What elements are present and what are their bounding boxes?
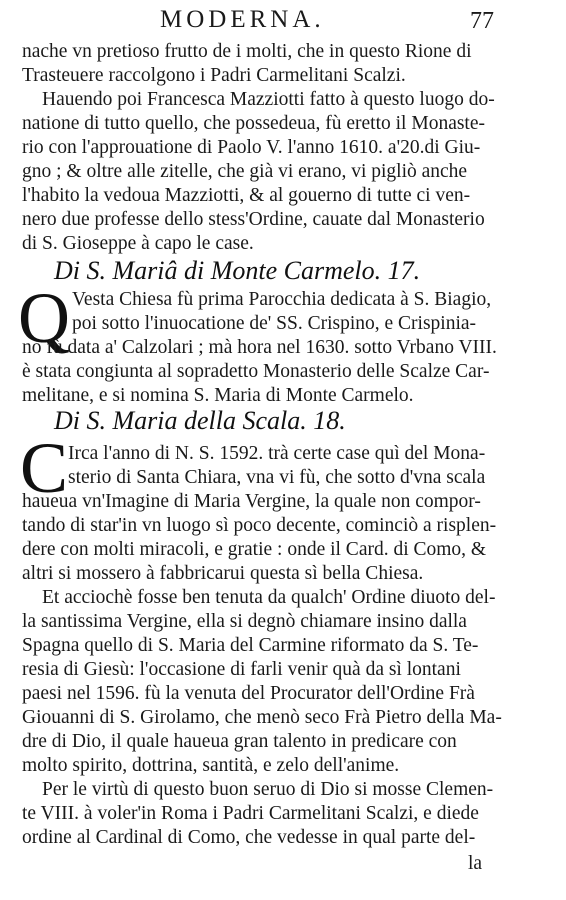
text-line: altri si mossero à fabbricarui questa sì bella Chiesa. — [22, 563, 424, 584]
text-line: haueua vn'Imagine di Maria Vergine, la quale non compor- — [22, 491, 481, 512]
drop-cap: Q — [18, 278, 70, 358]
text-line: rio con l'approuatione di Paolo V. l'anno 1610. a'20.di Giu- — [22, 137, 481, 158]
text-line: te VIII. à voler'in Roma i Padri Carmelitani Scalzi, e diede — [22, 803, 479, 824]
text-line: dre di Dio, il quale haueua gran talento in predicare con — [22, 731, 457, 752]
text-line: ordine al Cardinal di Como, che vedesse in qual parte del- — [22, 827, 476, 848]
section-heading: Di S. Maria della Scala. 18. — [54, 406, 346, 435]
text-line: Irca l'anno di N. S. 1592. trà certe case quì del Mona- — [68, 443, 486, 464]
running-title: MODERNA. — [160, 6, 325, 33]
text-line: tando di star'in vn luogo sì poco decente, cominciò a risplen- — [22, 515, 497, 536]
text-line: Vesta Chiesa fù prima Parocchia dedicata à S. Biagio, — [72, 289, 492, 310]
text-line: Trasteuere raccolgono i Padri Carmelitani Scalzi. — [22, 65, 406, 86]
text-line: poi sotto l'inuocatione de' SS. Crispino, e Crispinia- — [72, 313, 477, 334]
text-line: Et acciochè fosse ben tenuta da qualch' Ordine diuoto del- — [42, 587, 496, 608]
drop-cap: C — [20, 428, 69, 508]
text-line: Spagna quello di S. Maria del Carmine riformato da S. Te- — [22, 635, 479, 656]
text-line: di S. Gioseppe à capo le case. — [22, 233, 254, 254]
text-line: molto spirito, dottrina, santità, e zelo dell'anime. — [22, 755, 400, 776]
text-line: gno ; & oltre alle zitelle, che già vi erano, vi pigliò anche — [22, 161, 468, 182]
text-line: Per le virtù di questo buon seruo di Dio si mosse Clemen- — [42, 779, 494, 800]
catchword: la — [468, 853, 483, 874]
text-line: sterio di Santa Chiara, vna vi fù, che sotto d'vna scala — [68, 467, 486, 488]
text-line: melitane, e si nomina S. Maria di Monte Carmelo. — [22, 385, 414, 406]
text-line: è stata congiunta al sopradetto Monasterio delle Scalze Car- — [22, 361, 490, 382]
text-line: no fù data a' Calzolari ; mà hora nel 1630. sotto Vrbano VIII. — [22, 337, 497, 358]
text-line: resia di Giesù: l'occasione di farli venir quà da sì lontani — [22, 659, 461, 680]
text-line: Hauendo poi Francesca Mazziotti fatto à questo luogo do- — [42, 89, 495, 110]
section-heading: Di S. Mariâ di Monte Carmelo. 17. — [54, 256, 421, 285]
text-line: Giouanni di S. Girolamo, che menò seco Frà Pietro della Ma- — [22, 707, 502, 728]
text-line: la santissima Vergine, ella si degnò chiamare insino dalla — [22, 611, 467, 632]
text-line: l'habito la vedoua Mazziotti, & al gouerno di tutte ci ven- — [22, 185, 471, 206]
text-line: paesi nel 1596. fù la venuta del Procurator dell'Ordine Frà — [22, 683, 475, 704]
text-line: dere con molti miracoli, e gratie : onde il Card. di Como, & — [22, 539, 487, 560]
text-line: nache vn pretioso frutto de i molti, che in questo Rione di — [22, 41, 472, 62]
text-line: nero due professe dello stess'Ordine, cauate dal Monasterio — [22, 209, 485, 230]
text-line: natione di tutto quello, che possedeua, fù eretto il Monaste- — [22, 113, 486, 134]
page-number: 77 — [470, 8, 494, 34]
running-head — [0, 2, 566, 38]
